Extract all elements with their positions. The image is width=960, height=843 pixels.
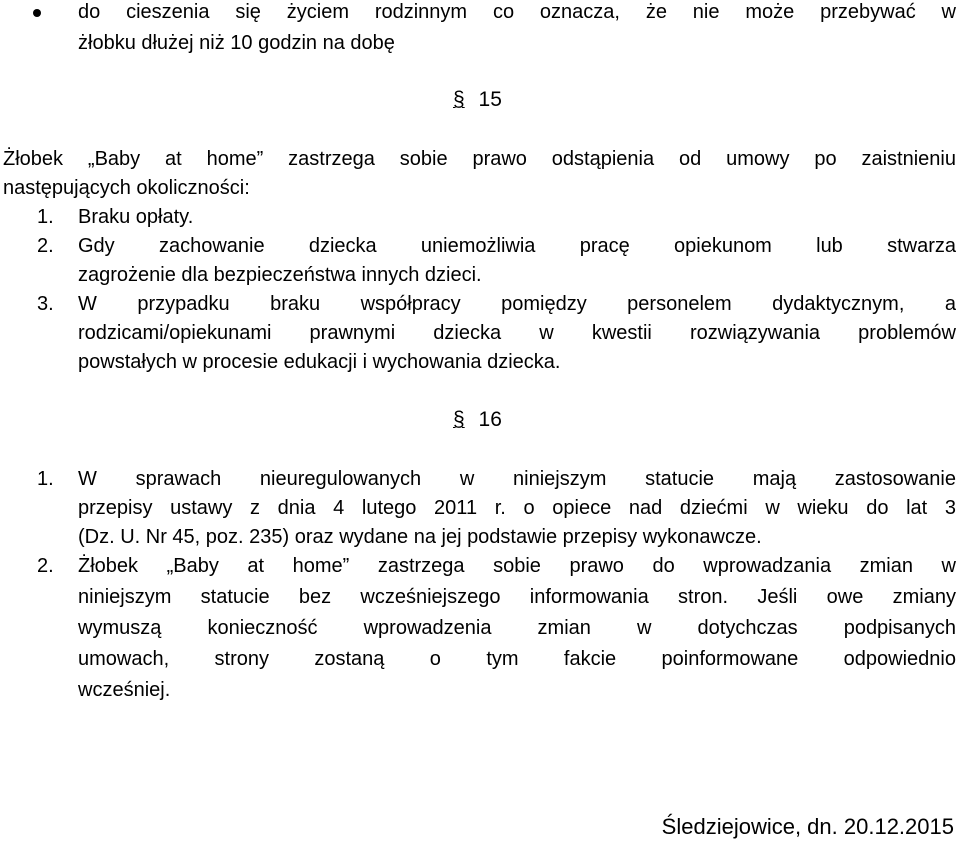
list-item-line: niniejszym statucie bez wcześniejszego informowania stron. Jeśli owe zmiany [78, 586, 956, 608]
list-item-line: Gdy zachowanie dziecka uniemożliwia pracę opiekunom lub stwarza [78, 235, 956, 257]
section-15-heading [453, 87, 502, 113]
place-and-date: Śledziejowice, dn. 20.12.2015 [661, 814, 954, 839]
list-item-line: Żłobek „Baby at home” zastrzega sobie prawo do wprowadzania zmian w [78, 555, 956, 577]
list-marker: 1. [37, 206, 54, 228]
bullet-line-2: żłobku dłużej niż 10 godzin na dobę [78, 32, 395, 54]
list-item-line: wymuszą konieczność wprowadzenia zmian w dotychczas podpisanych [78, 617, 956, 639]
list-item-line: W przypadku braku współpracy pomiędzy personelem dydaktycznym, a [78, 293, 956, 315]
list-item-line: umowach, strony zostaną o tym fakcie poinformowane odpowiednio [78, 648, 956, 670]
section-sign: § [453, 408, 465, 431]
section-15-intro-line-1: Żłobek „Baby at home” zastrzega sobie prawo odstąpienia od umowy po zaistnieniu [3, 148, 956, 170]
list-item-line: zagrożenie dla bezpieczeństwa innych dzieci. [78, 264, 482, 286]
list-marker: 1. [37, 468, 54, 490]
list-item-line: W sprawach nieuregulowanych w niniejszym statucie mają zastosowanie [78, 468, 956, 490]
list-marker: 3. [37, 293, 54, 315]
bullet-line-1: do cieszenia się życiem rodzinnym co oznacza, że nie może przebywać w [78, 1, 956, 23]
section-16-heading [453, 407, 502, 433]
list-marker: 2. [37, 235, 54, 257]
list-item-line: powstałych w procesie edukacji i wychowania dziecka. [78, 351, 561, 373]
list-item-line: (Dz. U. Nr 45, poz. 235) oraz wydane na jej podstawie przepisy wykonawcze. [78, 526, 762, 548]
list-marker: 2. [37, 555, 54, 577]
section-number: 15 [478, 88, 502, 111]
section-number: 16 [478, 408, 502, 431]
section-sign: § [453, 88, 465, 111]
bullet-dot-icon [33, 9, 41, 17]
list-item-line: przepisy ustawy z dnia 4 lutego 2011 r. o opiece nad dziećmi w wieku do lat 3 [78, 497, 956, 519]
list-item-line: wcześniej. [78, 679, 171, 701]
section-15-intro-line-2: następujących okoliczności: [3, 177, 250, 199]
list-item-line: rodzicami/opiekunami prawnymi dziecka w kwestii rozwiązywania problemów [78, 322, 956, 344]
list-item-line: Braku opłaty. [78, 206, 194, 228]
